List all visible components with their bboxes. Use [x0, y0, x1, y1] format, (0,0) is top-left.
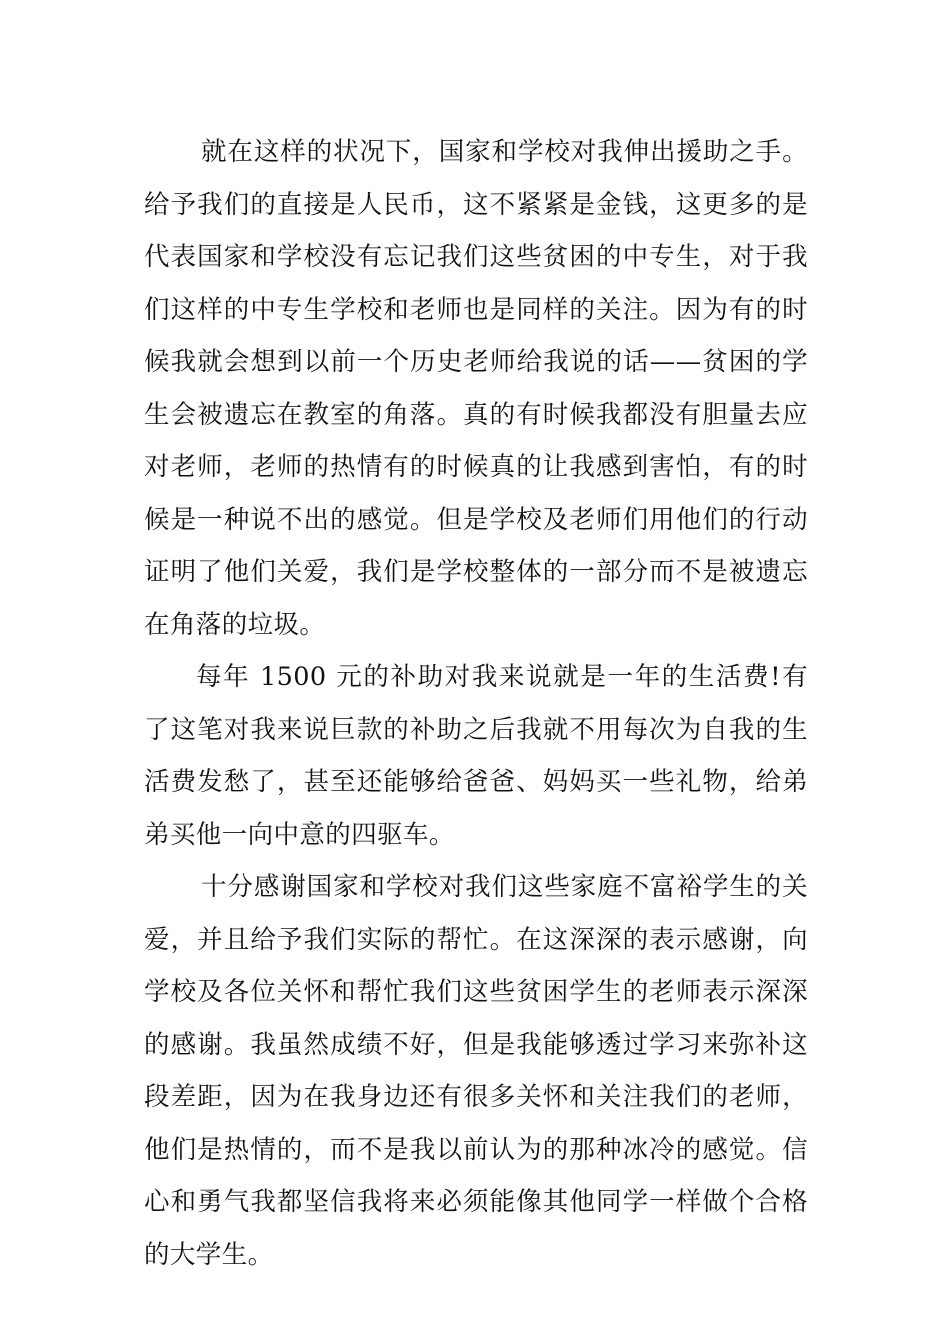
- document-body: [144, 126, 808, 1281]
- paragraph-3: 十分感谢国家和学校对我们这些家庭不富裕学生的关爱，并且给予我们实际的帮忙。在这深深的表示感谢，向学校及各位关怀和帮忙我们这些贫困学生的老师表示深深的感谢。我虽然成绩不好，但是我能够透过学习来弥补这段差距，因为在我身边还有很多关怀和关注我们的老师，他们是热情的，而不是我以前认为的那种冰冷的感觉。信心和勇气我都坚信我将来必须能像其他同学一样做个合格的大学生。: [144, 872, 808, 1270]
- paragraph-2: 每年 1500 元的补助对我来说就是一年的生活费!有了这笔对我来说巨款的补助之后我就不用每次为自我的生活费发愁了，甚至还能够给爸爸、妈妈买一些礼物，给弟弟买他一向中意的四驱车。: [144, 662, 808, 850]
- paragraph-1: 就在这样的状况下，国家和学校对我伸出援助之手。给予我们的直接是人民币，这不紧紧是金钱，这更多的是代表国家和学校没有忘记我们这些贫困的中专生，对于我们这样的中专生学校和老师也是同样的关注。因为有的时候我就会想到以前一个历史老师给我说的话——贫困的学生会被遗忘在教室的角落。真的有时候我都没有胆量去应对老师，老师的热情有的时候真的让我感到害怕，有的时候是一种说不出的感觉。但是学校及老师们用他们的行动证明了他们关爱，我们是学校整体的一部分而不是被遗忘在角落的垃圾。: [144, 137, 808, 640]
